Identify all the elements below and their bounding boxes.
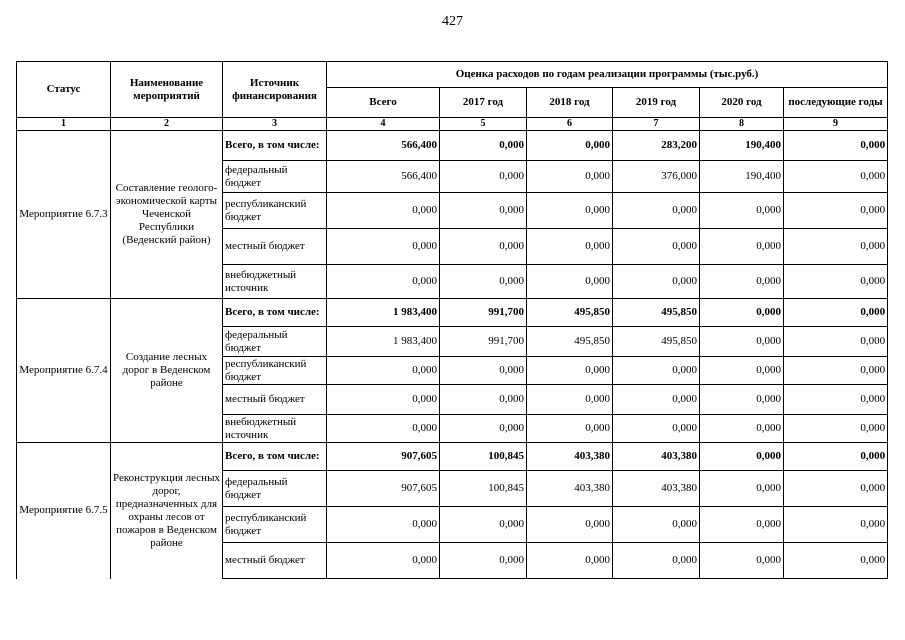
amount-cell: 0,000 <box>784 229 888 265</box>
amount-cell: 0,000 <box>527 265 613 299</box>
amount-cell: 0,000 <box>784 161 888 193</box>
funding-source: федеральный бюджет <box>223 161 327 193</box>
amount-cell: 0,000 <box>440 229 527 265</box>
amount-cell: 0,000 <box>700 507 784 543</box>
amount-cell: 0,000 <box>327 415 440 443</box>
amount-cell: 0,000 <box>784 131 888 161</box>
funding-source: внебюджетный источник <box>223 265 327 299</box>
funding-source: федеральный бюджет <box>223 471 327 507</box>
amount-cell: 403,380 <box>527 471 613 507</box>
amount-cell: 0,000 <box>327 357 440 385</box>
amount-cell: 0,000 <box>700 193 784 229</box>
funding-source: местный бюджет <box>223 543 327 579</box>
amount-cell: 495,850 <box>613 299 700 327</box>
amount-cell: 190,400 <box>700 161 784 193</box>
amount-cell: 0,000 <box>527 385 613 415</box>
funding-source: внебюджетный источник <box>223 415 327 443</box>
column-number: 1 <box>17 118 111 131</box>
column-number: 9 <box>784 118 888 131</box>
header-2019: 2019 год <box>613 88 700 118</box>
measure-name: Составление геолого-экономической карты Чеченской Республики (Веденский район) <box>111 131 223 299</box>
header-later-years: последующие годы <box>784 88 888 118</box>
amount-cell: 0,000 <box>700 471 784 507</box>
header-estimate: Оценка расходов по годам реализации программы (тыс.руб.) <box>327 62 888 88</box>
amount-cell: 376,000 <box>613 161 700 193</box>
amount-cell: 0,000 <box>327 193 440 229</box>
amount-cell: 0,000 <box>784 357 888 385</box>
amount-cell: 0,000 <box>700 357 784 385</box>
amount-cell: 403,380 <box>613 471 700 507</box>
funding-source: местный бюджет <box>223 229 327 265</box>
funding-source: Всего, в том числе: <box>223 299 327 327</box>
funding-source: Всего, в том числе: <box>223 443 327 471</box>
amount-cell: 0,000 <box>784 543 888 579</box>
amount-cell: 0,000 <box>527 131 613 161</box>
amount-cell: 0,000 <box>784 385 888 415</box>
amount-cell: 0,000 <box>440 357 527 385</box>
header-total: Всего <box>327 88 440 118</box>
amount-cell: 403,380 <box>527 443 613 471</box>
funding-source: федеральный бюджет <box>223 327 327 357</box>
amount-cell: 495,850 <box>527 299 613 327</box>
amount-cell: 566,400 <box>327 131 440 161</box>
amount-cell: 0,000 <box>440 543 527 579</box>
amount-cell: 0,000 <box>613 385 700 415</box>
amount-cell: 495,850 <box>613 327 700 357</box>
amount-cell: 0,000 <box>327 507 440 543</box>
column-number: 6 <box>527 118 613 131</box>
page-number: 427 <box>442 14 463 29</box>
amount-cell: 0,000 <box>440 193 527 229</box>
amount-cell: 0,000 <box>327 265 440 299</box>
measure-status: Мероприятие 6.7.4 <box>17 299 111 443</box>
column-number: 4 <box>327 118 440 131</box>
amount-cell: 0,000 <box>700 299 784 327</box>
measure-total-row <box>17 131 888 161</box>
amount-cell: 0,000 <box>327 385 440 415</box>
measure-total-row <box>17 443 888 471</box>
budget-table <box>16 61 888 579</box>
amount-cell: 0,000 <box>327 543 440 579</box>
amount-cell: 100,845 <box>440 443 527 471</box>
amount-cell: 0,000 <box>440 385 527 415</box>
amount-cell: 0,000 <box>613 543 700 579</box>
amount-cell: 0,000 <box>784 415 888 443</box>
amount-cell: 1 983,400 <box>327 299 440 327</box>
funding-source: местный бюджет <box>223 385 327 415</box>
funding-source: республиканский бюджет <box>223 193 327 229</box>
amount-cell: 0,000 <box>613 229 700 265</box>
amount-cell: 403,380 <box>613 443 700 471</box>
amount-cell: 190,400 <box>700 131 784 161</box>
amount-cell: 0,000 <box>700 265 784 299</box>
amount-cell: 0,000 <box>700 385 784 415</box>
funding-source: республиканский бюджет <box>223 507 327 543</box>
amount-cell: 0,000 <box>784 471 888 507</box>
column-number: 8 <box>700 118 784 131</box>
measure-name: Создание лесных дорог в Веденском районе <box>111 299 223 443</box>
amount-cell: 0,000 <box>440 161 527 193</box>
amount-cell: 0,000 <box>440 415 527 443</box>
header-name: Наименование мероприятий <box>111 62 223 118</box>
measure-status: Мероприятие 6.7.5 <box>17 443 111 579</box>
amount-cell: 991,700 <box>440 327 527 357</box>
amount-cell: 0,000 <box>527 357 613 385</box>
measure-status: Мероприятие 6.7.3 <box>17 131 111 299</box>
amount-cell: 0,000 <box>613 193 700 229</box>
amount-cell: 283,200 <box>613 131 700 161</box>
column-number: 2 <box>111 118 223 131</box>
amount-cell: 0,000 <box>527 507 613 543</box>
amount-cell: 0,000 <box>613 357 700 385</box>
amount-cell: 566,400 <box>327 161 440 193</box>
amount-cell: 0,000 <box>527 543 613 579</box>
amount-cell: 0,000 <box>784 265 888 299</box>
amount-cell: 0,000 <box>700 443 784 471</box>
amount-cell: 0,000 <box>700 415 784 443</box>
header-2018: 2018 год <box>527 88 613 118</box>
amount-cell: 0,000 <box>784 443 888 471</box>
amount-cell: 0,000 <box>784 193 888 229</box>
header-status: Статус <box>17 62 111 118</box>
amount-cell: 0,000 <box>700 543 784 579</box>
amount-cell: 1 983,400 <box>327 327 440 357</box>
column-number-row <box>17 118 888 131</box>
measure-total-row <box>17 299 888 327</box>
amount-cell: 100,845 <box>440 471 527 507</box>
amount-cell: 0,000 <box>700 327 784 357</box>
budget-table-body <box>17 131 888 579</box>
amount-cell: 0,000 <box>527 193 613 229</box>
amount-cell: 0,000 <box>613 265 700 299</box>
amount-cell: 0,000 <box>440 507 527 543</box>
amount-cell: 0,000 <box>784 507 888 543</box>
measure-name: Реконструкция лесных дорог, предназначенных для охраны лесов от пожаров в Веденском районе <box>111 443 223 579</box>
amount-cell: 0,000 <box>784 299 888 327</box>
amount-cell: 0,000 <box>613 415 700 443</box>
amount-cell: 0,000 <box>527 415 613 443</box>
amount-cell: 907,605 <box>327 471 440 507</box>
amount-cell: 0,000 <box>527 161 613 193</box>
column-number: 5 <box>440 118 527 131</box>
column-number: 3 <box>223 118 327 131</box>
header-2017: 2017 год <box>440 88 527 118</box>
amount-cell: 907,605 <box>327 443 440 471</box>
amount-cell: 0,000 <box>613 507 700 543</box>
funding-source: Всего, в том числе: <box>223 131 327 161</box>
amount-cell: 0,000 <box>784 327 888 357</box>
amount-cell: 495,850 <box>527 327 613 357</box>
amount-cell: 0,000 <box>440 265 527 299</box>
amount-cell: 0,000 <box>527 229 613 265</box>
amount-cell: 991,700 <box>440 299 527 327</box>
header-2020: 2020 год <box>700 88 784 118</box>
amount-cell: 0,000 <box>700 229 784 265</box>
amount-cell: 0,000 <box>327 229 440 265</box>
amount-cell: 0,000 <box>440 131 527 161</box>
column-number: 7 <box>613 118 700 131</box>
funding-source: республиканский бюджет <box>223 357 327 385</box>
header-source: Источник финансирования <box>223 62 327 118</box>
